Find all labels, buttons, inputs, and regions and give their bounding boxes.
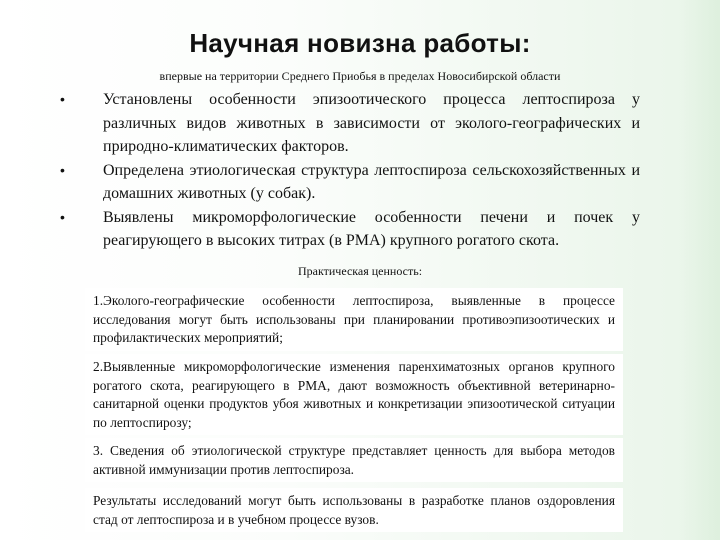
bullet-icon: • — [60, 161, 65, 178]
practical-value-heading: Практическая ценность: — [297, 264, 423, 278]
bullet-text: Определена этиологическая структура лептоспироза сельскохозяйственных и домашних животных (у собак). — [103, 161, 640, 202]
novelty-bullet-list — [60, 88, 640, 253]
bullet-item — [60, 159, 640, 206]
bullet-icon: • — [60, 91, 65, 107]
bullet-item — [60, 206, 640, 253]
bullet-item — [60, 88, 640, 159]
results-box: Результаты исследований могут быть использованы в разработке планов оздоровления стад от лептоспироза и в учебном процессе вузов. — [85, 488, 623, 532]
bullet-icon: • — [60, 208, 65, 225]
practical-item-box: 1.Эколого-географические особенности лептоспироза, выявленные в процессе исследования могут быть использованы при планировании противоэпизоотических и профилактических мероприятий; — [85, 288, 623, 351]
slide-subtitle: впервые на территории Среднего Приобья в пределах Новосибирской области — [159, 69, 561, 83]
practical-item-box: 2.Выявленные микроморфологические изменения паренхиматозных органов крупного рогатого скота, реагирующего в РМА, дают возможность объективной ветеринарно-санитарной оценки продуктов убоя животных и конкретизации эпизоотической ситуации по лептоспирозу; — [85, 354, 623, 435]
slide-title: Научная новизна работы: — [189, 28, 531, 58]
bullet-text: Установлены особенности эпизоотического процесса лептоспироза у различных видов животных в зависимости от эколого-географических и природно-климатических факторов. — [103, 91, 640, 155]
bullet-text: Выявлены микроморфологические особенности печени и почек у реагирующего в высоких титрах (в РМА) крупного рогатого скота. — [103, 208, 640, 249]
practical-item-box: 3. Сведения об этиологической структуре представляет ценность для выбора методов активной иммунизации против лептоспироза. — [85, 438, 623, 482]
